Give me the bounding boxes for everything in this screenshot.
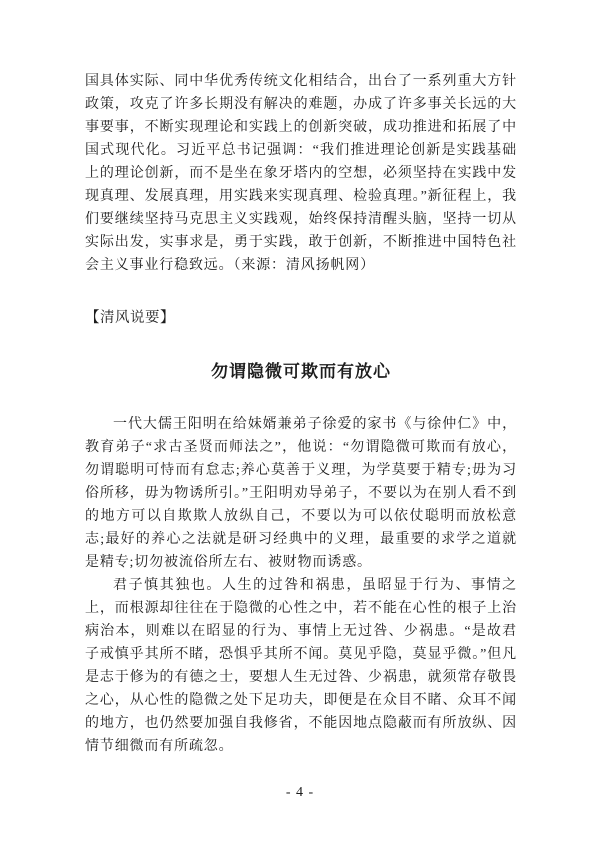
body-paragraph-2: 君子慎其独也。人生的过咎和祸患，虽昭显于行为、事情之上，而根源却往往在于隐微的心性之中，若不能在心性的根子上治病治本，则难以在昭显的行为、事情上无过咎、少祸患。“是故君子戒慎乎其所不睹，恐惧乎其所不闻。莫见乎隐，莫显乎微。”但凡是志于修为的有德之士，要想人生无过咎、少祸患，就须常存敬畏之心，从心性的隐微之处下足功夫，即便是在众目不睹、众耳不闻的地方，也仍然要加强自我修省，不能因地点隐蔽而有所放纵、因情节细微而有所疏忽。 [85, 578, 517, 754]
article-title: 勿谓隐微可欺而有放心 [211, 362, 391, 381]
body-paragraph-continuation: 国具体实际、同中华优秀传统文化相结合，出台了一系列重大方针政策，攻克了许多长期没有解决的难题，办成了许多事关长远的大事要事，不断实现理论和实践上的创新突破，成功推进和拓展了中国式现代化。习近平总书记强调：“我们推进理论创新是实践基础上的理论创新，而不是坐在象牙塔内的空想，必须坚持在实践中发现真理、发展真理，用实践来实现真理、检验真理。”新征程上，我们要继续坚持马克思主义实践观，始终保持清醒头脑，坚持一切从实际出发，实事求是，勇于实践，敢于创新，不断推进中国特色社会主义事业行稳致远。（来源：清风扬帆网） [85, 74, 517, 273]
section-label: 【清风说要】 [85, 310, 175, 326]
page-number: - 4 - [285, 785, 315, 800]
body-paragraph-1: 一代大儒王阳明在给妹婿兼弟子徐爱的家书《与徐仲仁》中，教育弟子“求古圣贤而师法之”，他说：“勿谓隐微可欺而有放心，勿谓聪明可恃而有怠志;养心莫善于义理，为学莫要于精专;毋为习俗所移，毋为物诱所引。”王阳明劝导弟子，不要以为在别人看不到的地方可以自欺欺人放纵自己，不要以为可以依仗聪明而放松意志;最好的养心之法就是研习经典中的义理，最重要的求学之道就是精专;切勿被流俗所左右、被财物而诱惑。 [85, 417, 517, 570]
